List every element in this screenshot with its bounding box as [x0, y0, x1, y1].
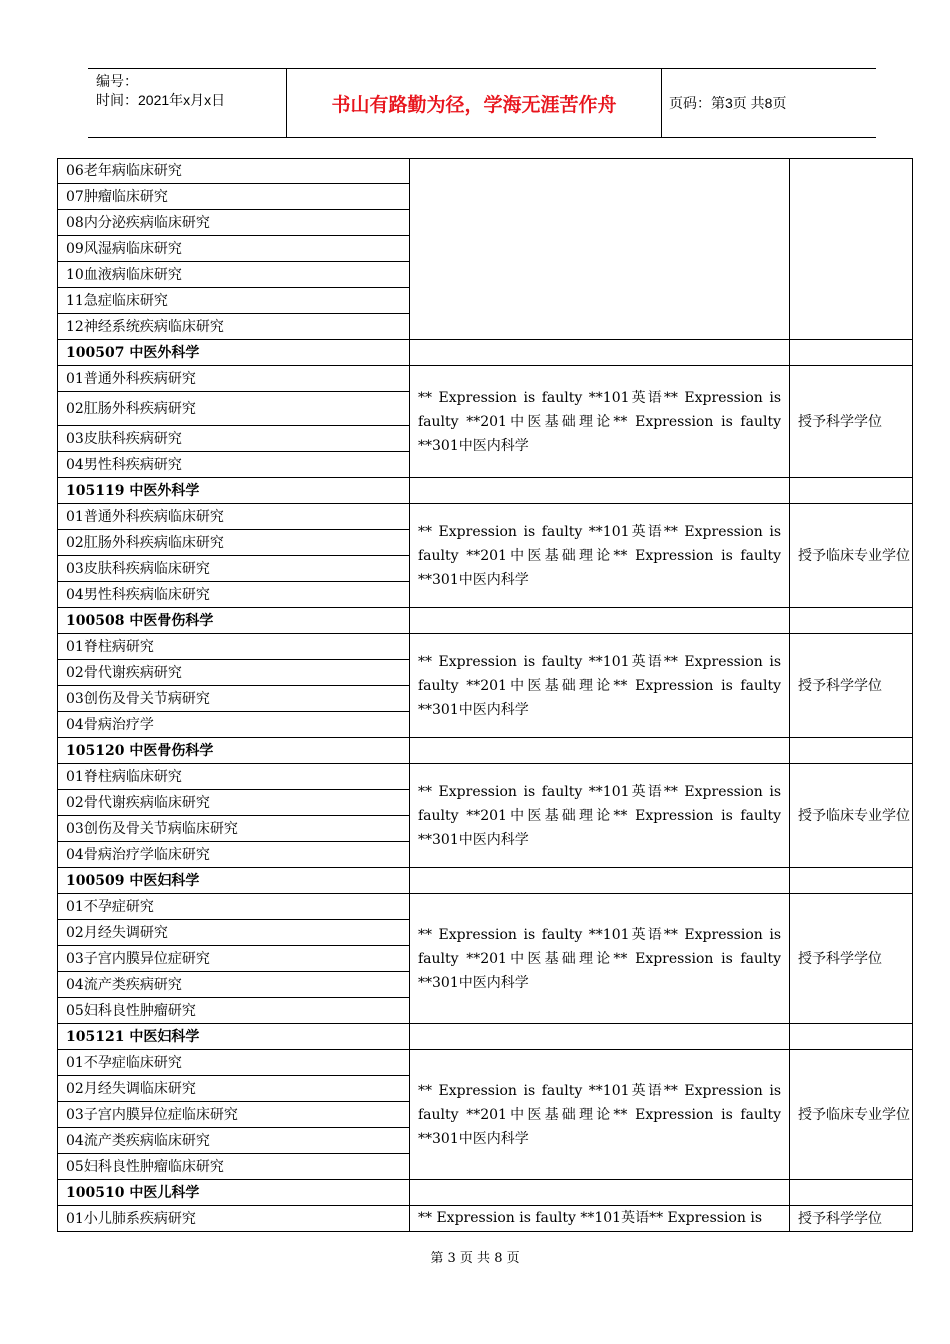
- section-empty-cell: [790, 1024, 913, 1050]
- table-row: [58, 764, 913, 790]
- direction-cell: 02骨代谢疾病研究: [58, 660, 410, 686]
- direction-cell: 01不孕症临床研究: [58, 1050, 410, 1076]
- table-row: [58, 894, 913, 920]
- section-header-row: [58, 738, 913, 764]
- section-header-row: [58, 608, 913, 634]
- exam-subjects-cell: ** Expression is faulty **101英语** Expression is faulty **201中医基础理论** Expression is faulty **301中医内科学: [410, 504, 790, 608]
- section-empty-cell: [410, 608, 790, 634]
- direction-cell: 08内分泌疾病临床研究: [58, 210, 410, 236]
- table-row: [58, 634, 913, 660]
- program-table: [57, 158, 913, 1232]
- direction-cell: 05妇科良性肿瘤研究: [58, 998, 410, 1024]
- direction-cell: 03子宫内膜异位症研究: [58, 946, 410, 972]
- section-empty-cell: [410, 1024, 790, 1050]
- direction-cell: 04男性科疾病临床研究: [58, 582, 410, 608]
- degree-cell: 授予科学学位: [790, 634, 913, 738]
- section-empty-cell: [410, 868, 790, 894]
- table-row: [58, 366, 913, 392]
- section-header-row: [58, 868, 913, 894]
- section-title: 100507 中医外科学: [58, 340, 410, 366]
- section-empty-cell: [790, 738, 913, 764]
- section-title: 105119 中医外科学: [58, 478, 410, 504]
- direction-cell: 01脊柱病临床研究: [58, 764, 410, 790]
- direction-cell: 10血液病临床研究: [58, 262, 410, 288]
- exam-subjects-cell: [410, 159, 790, 340]
- section-header-row: [58, 340, 913, 366]
- table-row: [58, 504, 913, 530]
- exam-subjects-cell: ** Expression is faulty **101英语** Expression is faulty **201中医基础理论** Expression is faulty **301中医内科学: [410, 1050, 790, 1180]
- direction-cell: 06老年病临床研究: [58, 159, 410, 184]
- direction-cell: 02肛肠外科疾病临床研究: [58, 530, 410, 556]
- direction-cell: 02月经失调临床研究: [58, 1076, 410, 1102]
- direction-cell: 12神经系统疾病临床研究: [58, 314, 410, 340]
- degree-cell: [790, 159, 913, 340]
- exam-subjects-cell: ** Expression is faulty **101英语** Expression is faulty **201中医基础理论** Expression is faulty **301中医内科学: [410, 894, 790, 1024]
- header-motto: 书山有路勤为径，学海无涯苦作舟: [286, 69, 662, 137]
- direction-cell: 04骨病治疗学临床研究: [58, 842, 410, 868]
- table-row: [58, 1050, 913, 1076]
- direction-cell: 03子宫内膜异位症临床研究: [58, 1102, 410, 1128]
- section-header-row: [58, 478, 913, 504]
- page-footer: 第 3 页 共 8 页: [430, 1251, 520, 1266]
- direction-cell: 01普通外科疾病研究: [58, 366, 410, 392]
- header-page-info: 页码：第3页 共8页: [669, 95, 787, 111]
- direction-cell: 03皮肤科疾病研究: [58, 426, 410, 452]
- time-label: 时间：2021年x月x日: [96, 92, 226, 108]
- direction-cell: 04骨病治疗学: [58, 712, 410, 738]
- section-empty-cell: [410, 340, 790, 366]
- section-title: 105120 中医骨伤科学: [58, 738, 410, 764]
- direction-cell: 03创伤及骨关节病临床研究: [58, 816, 410, 842]
- direction-cell: 07肿瘤临床研究: [58, 184, 410, 210]
- direction-cell: 04流产类疾病研究: [58, 972, 410, 998]
- table-row: [58, 159, 913, 184]
- degree-cell: 授予科学学位: [790, 1206, 913, 1232]
- direction-cell: 01脊柱病研究: [58, 634, 410, 660]
- section-title: 100508 中医骨伤科学: [58, 608, 410, 634]
- direction-cell: 01小儿肺系疾病研究: [58, 1206, 410, 1232]
- degree-cell: 授予临床专业学位: [790, 1050, 913, 1180]
- degree-cell: 授予科学学位: [790, 366, 913, 478]
- section-header-row: [58, 1024, 913, 1050]
- section-title: 100509 中医妇科学: [58, 868, 410, 894]
- section-title: 100510 中医儿科学: [58, 1180, 410, 1206]
- direction-cell: 04流产类疾病临床研究: [58, 1128, 410, 1154]
- section-empty-cell: [790, 868, 913, 894]
- direction-cell: 09风湿病临床研究: [58, 236, 410, 262]
- degree-cell: 授予科学学位: [790, 894, 913, 1024]
- exam-subjects-cell: ** Expression is faulty **101英语** Expression is faulty **201中医基础理论** Expression is faulty **301中医内科学: [410, 366, 790, 478]
- direction-cell: 02骨代谢疾病临床研究: [58, 790, 410, 816]
- direction-cell: 05妇科良性肿瘤临床研究: [58, 1154, 410, 1180]
- section-empty-cell: [790, 1180, 913, 1206]
- section-empty-cell: [410, 738, 790, 764]
- section-empty-cell: [790, 478, 913, 504]
- exam-subjects-cell: ** Expression is faulty **101英语** Expression is faulty **201中医基础理论** Expression is faulty **301中医内科学: [410, 764, 790, 868]
- direction-cell: 03皮肤科疾病临床研究: [58, 556, 410, 582]
- exam-subjects-cell: ** Expression is faulty **101英语** Expression is: [410, 1206, 790, 1232]
- section-empty-cell: [790, 608, 913, 634]
- page-header: [88, 68, 876, 138]
- degree-cell: 授予临床专业学位: [790, 504, 913, 608]
- header-meta: [88, 69, 286, 137]
- section-title: 105121 中医妇科学: [58, 1024, 410, 1050]
- direction-cell: 04男性科疾病研究: [58, 452, 410, 478]
- section-empty-cell: [410, 478, 790, 504]
- exam-subjects-cell: ** Expression is faulty **101英语** Expression is faulty **201中医基础理论** Expression is faulty **301中医内科学: [410, 634, 790, 738]
- section-empty-cell: [790, 340, 913, 366]
- degree-cell: 授予临床专业学位: [790, 764, 913, 868]
- direction-cell: 11急症临床研究: [58, 288, 410, 314]
- direction-cell: 02肛肠外科疾病研究: [58, 392, 410, 426]
- section-empty-cell: [410, 1180, 790, 1206]
- direction-cell: 03创伤及骨关节病研究: [58, 686, 410, 712]
- number-label: 编号：: [96, 73, 138, 89]
- direction-cell: 02月经失调研究: [58, 920, 410, 946]
- table-row: [58, 1206, 913, 1232]
- direction-cell: 01不孕症研究: [58, 894, 410, 920]
- section-header-row: [58, 1180, 913, 1206]
- direction-cell: 01普通外科疾病临床研究: [58, 504, 410, 530]
